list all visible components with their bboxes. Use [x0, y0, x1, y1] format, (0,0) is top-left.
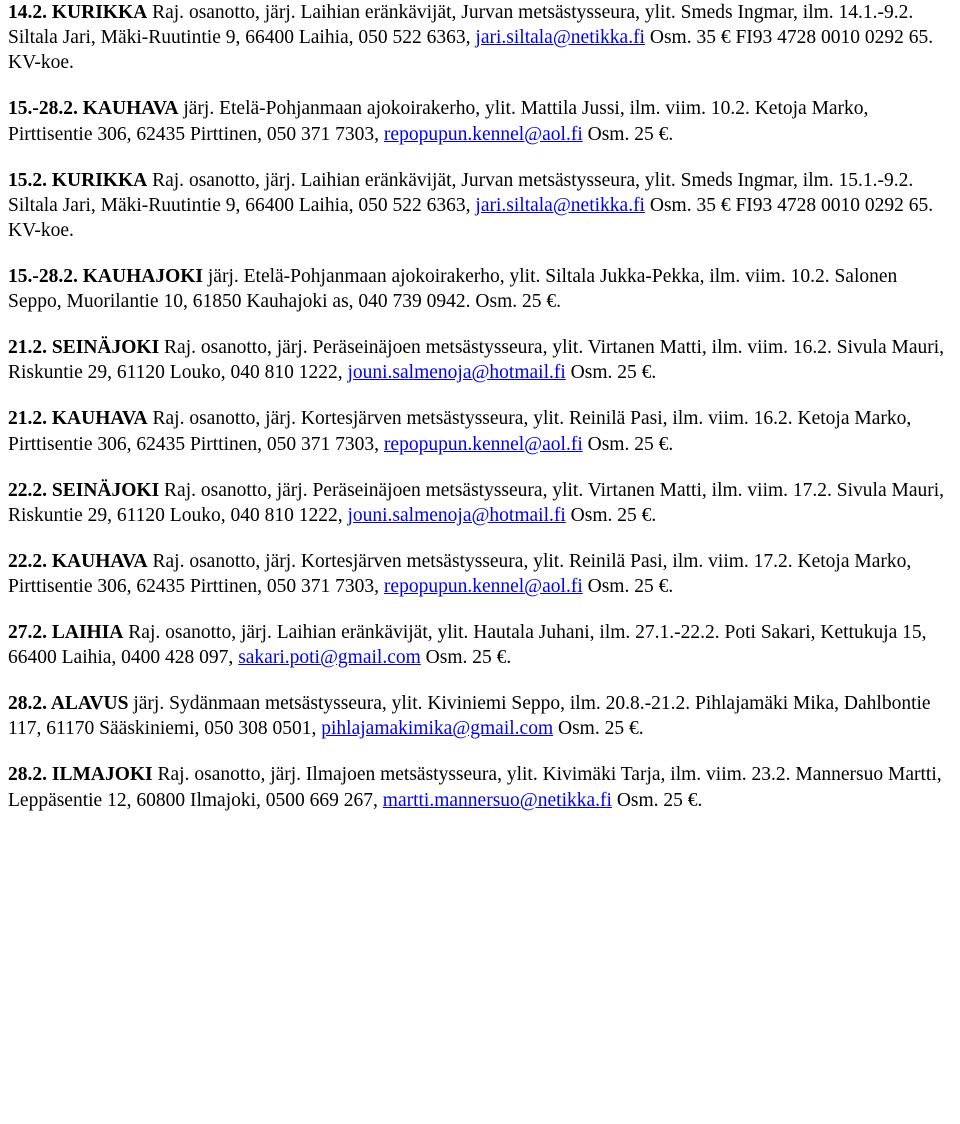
event-heading	[8, 693, 128, 714]
event-org-type: Raj.	[152, 550, 185, 572]
event-org-type: Raj.	[164, 337, 196, 359]
event-heading	[8, 408, 148, 429]
event-date: 21.2.	[8, 337, 47, 359]
event-details: Etelä-Pohjanmaan ajokoirakerho, ylit. Siltala Jukka-Pekka, ilm. viim. 10.2. Salonen Seppo, Muorilantie 10, 61850 Kauhajoki as, 040 739 0942. Osm. 25 €.	[8, 266, 898, 313]
event-heading	[8, 622, 123, 643]
event-place: KURIKKA	[51, 169, 148, 191]
event-date: 15.-28.2.	[8, 266, 78, 288]
event-paragraph	[8, 96, 952, 146]
event-details: osanotto, järj. Peräseinäjoen metsästysseura, ylit. Virtanen Matti, ilm. viim. 16.2. Sivula Mauri, Riskuntie 29, 61120 Louko, 040 810 1222,	[8, 337, 945, 384]
event-details: osanotto, järj. Peräseinäjoen metsästysseura, ylit. Virtanen Matti, ilm. viim. 17.2. Sivula Mauri, Riskuntie 29, 61120 Louko, 040 810 1222,	[8, 479, 945, 526]
event-heading	[8, 98, 178, 119]
event-entry	[8, 691, 952, 741]
event-fee: Osm. 25 €.	[565, 362, 657, 384]
event-details: Etelä-Pohjanmaan ajokoirakerho, ylit. Mattila Jussi, ilm. viim. 10.2. Ketoja Marko, Pirttisentie 306, 62435 Pirttinen, 050 371 7303,	[8, 98, 869, 145]
email-link[interactable]: repopupun.kennel@aol.fi	[383, 433, 583, 455]
event-place: SEINÄJOKI	[51, 479, 160, 501]
email-link[interactable]: jouni.salmenoja@hotmail.fi	[347, 504, 566, 526]
event-details: Sydänmaan metsästysseura, ylit. Kiviniemi Seppo, ilm. 20.8.-21.2. Pihlajamäki Mika, Dahlbontie 117, 61170 Sääskiniemi, 050 308 0501,	[8, 693, 931, 740]
event-place: ILMAJOKI	[51, 764, 153, 786]
event-details: osanotto, järj. Laihian eränkävijät, ylit. Hautala Juhani, ilm. 27.1.-22.2. Poti Sakari, Kettukuja 15, 66400 Laihia, 0400 428 097,	[8, 622, 927, 669]
event-org-type: Raj.	[152, 169, 185, 191]
event-date: 28.2.	[8, 764, 47, 786]
event-fee: Osm. 25 €.	[553, 718, 644, 740]
event-entry	[8, 478, 952, 528]
event-entry	[8, 96, 952, 146]
email-link[interactable]: repopupun.kennel@aol.fi	[383, 123, 583, 145]
email-link[interactable]: sakari.poti@gmail.com	[238, 647, 421, 669]
event-fee: Osm. 35 € FI93 4728 0010 0292 65. KV-koe.	[8, 194, 934, 242]
event-date: 27.2.	[8, 622, 47, 644]
event-org-type: Raj.	[157, 764, 190, 786]
event-fee: Osm. 35 € FI93 4728 0010 0292 65. KV-koe.	[8, 27, 934, 74]
event-entry	[8, 264, 952, 314]
event-entry	[8, 549, 952, 599]
event-org-type: järj.	[207, 266, 239, 288]
email-link[interactable]: jouni.salmenoja@hotmail.fi	[347, 362, 566, 384]
event-paragraph	[8, 691, 952, 741]
event-entry	[8, 406, 952, 456]
email-link[interactable]: jari.siltala@netikka.fi	[475, 194, 645, 216]
event-date: 14.2.	[8, 2, 47, 23]
event-date: 22.2.	[8, 550, 47, 572]
event-paragraph	[8, 168, 952, 244]
event-heading	[8, 2, 147, 23]
event-fee: Osm. 25 €.	[611, 789, 703, 811]
event-fee: Osm. 25 €.	[420, 647, 512, 669]
event-paragraph	[8, 762, 952, 812]
event-heading	[8, 337, 159, 358]
event-org-type: järj.	[133, 693, 165, 715]
event-paragraph	[8, 264, 952, 314]
event-heading	[8, 266, 203, 287]
event-heading	[8, 480, 159, 501]
event-place: KAUHAJOKI	[82, 266, 204, 288]
event-place: KAUHAVA	[51, 550, 148, 572]
event-date: 22.2.	[8, 479, 47, 501]
event-paragraph	[8, 478, 952, 528]
event-org-type: Raj.	[152, 2, 185, 23]
event-details: osanotto, järj. Laihian eränkävijät, Jurvan metsästysseura, ylit. Smeds Ingmar, ilm. 14.1.-9.2. Siltala Jari, Mäki-Ruutintie 9, 66400 Laihia, 050 522 6363,	[8, 2, 914, 49]
event-place: SEINÄJOKI	[51, 337, 160, 359]
event-heading	[8, 551, 148, 572]
email-link[interactable]: martti.mannersuo@netikka.fi	[382, 789, 612, 811]
email-link[interactable]: repopupun.kennel@aol.fi	[383, 576, 583, 598]
event-details: osanotto, järj. Kortesjärven metsästysseura, ylit. Reinilä Pasi, ilm. viim. 17.2. Ketoja Marko, Pirttisentie 306, 62435 Pirttinen, 050 371 7303,	[8, 550, 912, 598]
event-details: osanotto, järj. Laihian eränkävijät, Jurvan metsästysseura, ylit. Smeds Ingmar, ilm. 15.1.-9.2. Siltala Jari, Mäki-Ruutintie 9, 66400 Laihia, 050 522 6363,	[8, 169, 914, 216]
event-entry	[8, 168, 952, 244]
event-heading	[8, 764, 153, 785]
event-details: osanotto, järj. Kortesjärven metsästysseura, ylit. Reinilä Pasi, ilm. viim. 16.2. Ketoja Marko, Pirttisentie 306, 62435 Pirttinen, 050 371 7303,	[8, 408, 912, 455]
event-fee: Osm. 25 €.	[565, 504, 657, 526]
event-details: osanotto, järj. Ilmajoen metsästysseura, ylit. Kivimäki Tarja, ilm. viim. 23.2. Mannersuo Martti, Leppäsentie 12, 60800 Ilmajoki, 0500 669 267,	[8, 764, 942, 811]
event-org-type: Raj.	[128, 622, 161, 644]
event-entry	[8, 762, 952, 812]
event-heading	[8, 170, 147, 191]
event-place: KURIKKA	[51, 2, 148, 23]
event-entry	[8, 620, 952, 670]
event-date: 15.-28.2.	[8, 98, 78, 120]
event-paragraph	[8, 620, 952, 670]
event-entry	[8, 0, 952, 76]
event-place: ALAVUS	[50, 693, 129, 715]
event-fee: Osm. 25 €.	[582, 576, 674, 598]
event-org-type: Raj.	[152, 408, 185, 430]
event-org-type: järj.	[183, 98, 215, 120]
event-fee: Osm. 25 €.	[582, 433, 674, 455]
event-entry	[8, 335, 952, 385]
event-fee: Osm. 25 €.	[582, 123, 674, 145]
event-paragraph	[8, 335, 952, 385]
event-paragraph	[8, 406, 952, 456]
event-date: 15.2.	[8, 169, 47, 191]
event-org-type: Raj.	[164, 479, 196, 501]
event-date: 21.2.	[8, 408, 47, 430]
event-paragraph	[8, 0, 952, 76]
event-date: 28.2.	[8, 693, 47, 715]
event-place: LAIHIA	[51, 622, 124, 644]
email-link[interactable]: pihlajamakimika@gmail.com	[321, 718, 554, 740]
event-place: KAUHAVA	[51, 408, 148, 430]
event-paragraph	[8, 549, 952, 599]
email-link[interactable]: jari.siltala@netikka.fi	[475, 27, 645, 49]
event-place: KAUHAVA	[82, 98, 179, 120]
